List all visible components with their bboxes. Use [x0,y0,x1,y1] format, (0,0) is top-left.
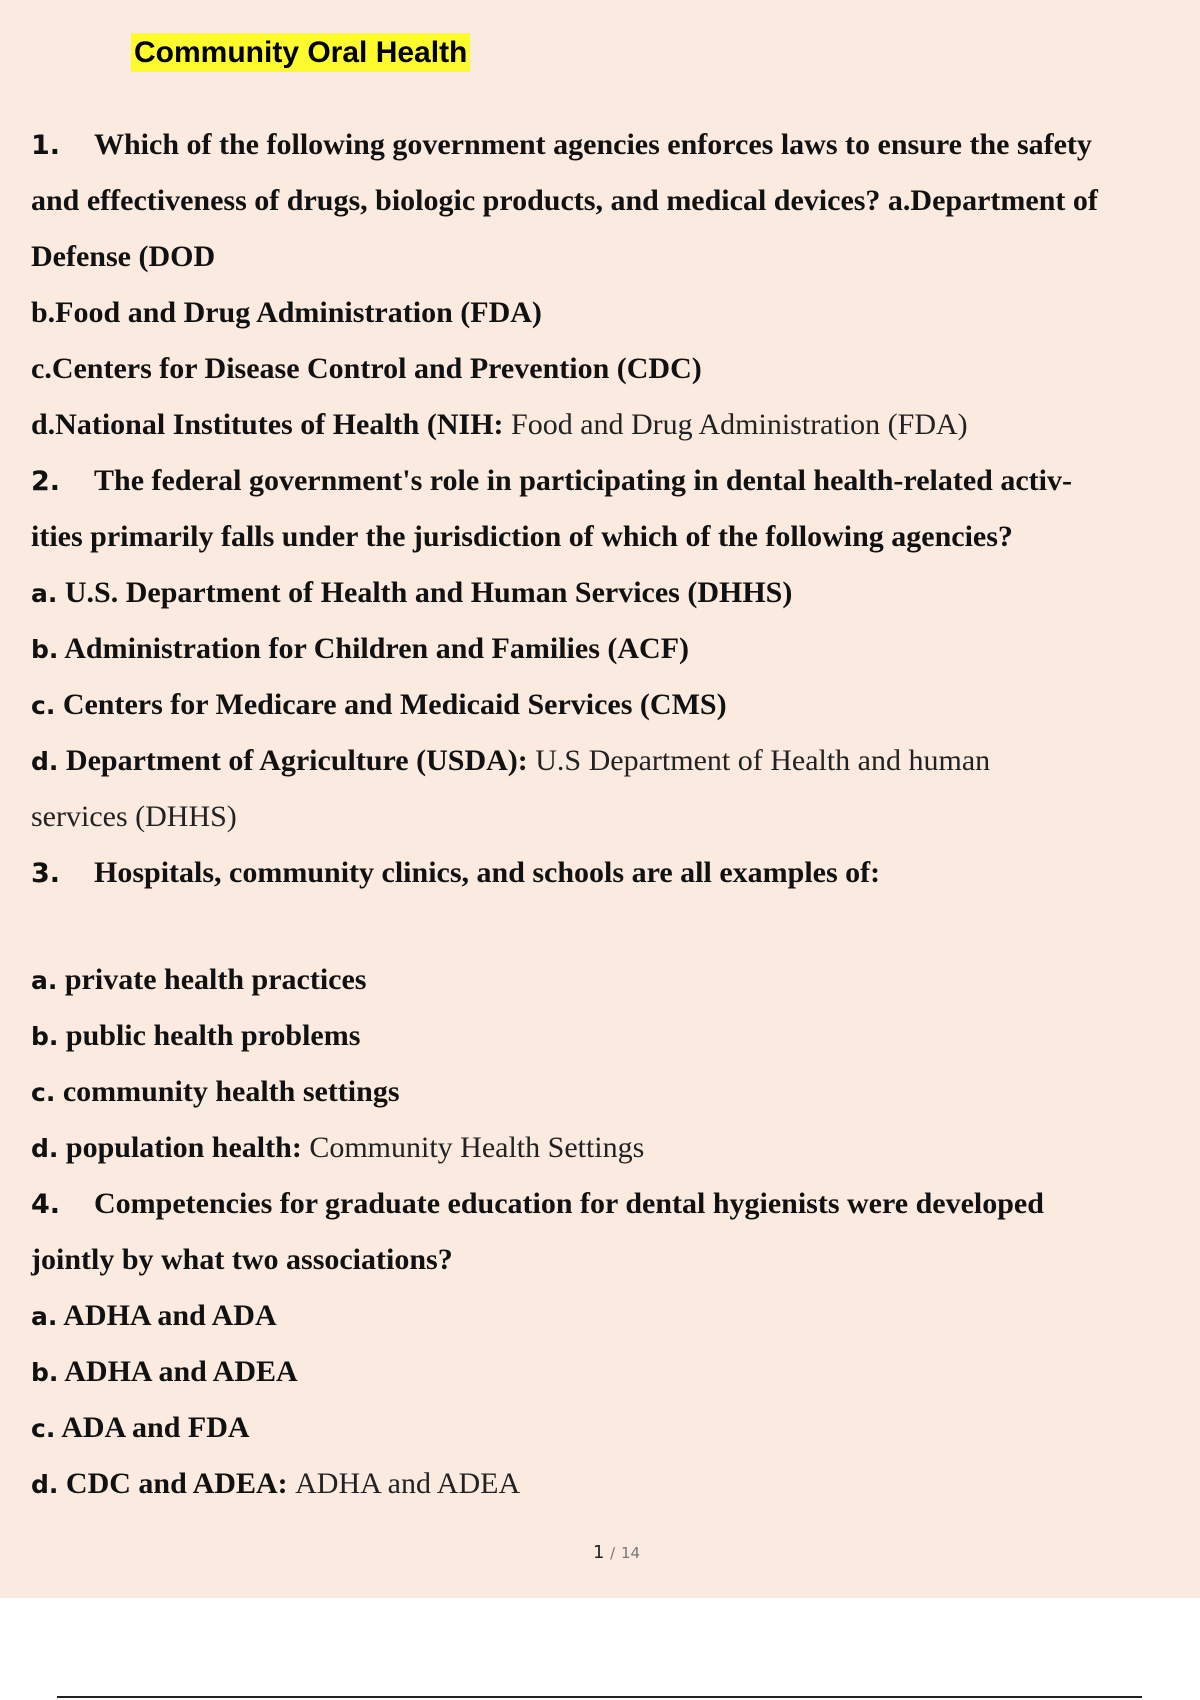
question-number: 2. [31,466,61,497]
option-text: Centers for Medicare and Medicaid Services (CMS) [62,688,727,721]
question-text: The federal government's role in participating in dental health-related activ- [94,464,1072,497]
option-letter: d. [31,1134,59,1163]
question-4-stem-line-2: jointly by what two associations? [31,1243,453,1276]
question-4-option-b [31,1344,1191,1400]
option-text: public health problems [65,1019,361,1052]
question-list [31,117,1191,1512]
next-page-divider [57,1696,1142,1698]
option-text: ADA and FDA [61,1411,250,1444]
question-3-option-a [31,952,1191,1008]
option-letter: a. [31,579,58,608]
question-4-stem-line-1 [31,1176,1191,1232]
answer-text: Community Health Settings [309,1131,645,1164]
blank-spacer [31,901,1191,952]
question-number: 3. [31,858,61,889]
question-3-option-d [31,1120,1191,1176]
question-text: Hospitals, community clinics, and schools are all examples of: [94,856,881,889]
option-text: d.National Institutes of Health (NIH: [31,408,504,441]
option-text: Department of Agriculture (USDA): [65,744,528,777]
question-number: 1. [31,130,61,161]
current-page: 1 [592,1542,605,1563]
option-text: Administration for Children and Families (ACF) [64,632,690,665]
option-text: private health practices [64,963,367,996]
question-3-option-b [31,1008,1191,1064]
answer-text: ADHA and ADEA [295,1467,521,1500]
option-text: community health settings [62,1075,400,1108]
question-4-option-a [31,1288,1191,1344]
question-2-answer-continued: services (DHHS) [31,800,237,833]
option-letter: b. [31,1358,59,1387]
option-text: population health: [65,1131,302,1164]
question-3-option-c [31,1064,1191,1120]
option-text: ADHA and ADA [63,1299,277,1332]
question-2-option-a [31,565,1191,621]
question-1-stem-line-1 [31,117,1191,173]
option-text: U.S. Department of Health and Human Services (DHHS) [64,576,793,609]
option-letter: d. [31,747,59,776]
option-text: CDC and ADEA: [65,1467,288,1500]
option-letter: d. [31,1470,59,1499]
question-number: 4. [31,1189,61,1220]
question-1-option-d [31,397,1191,453]
option-text: ADHA and ADEA [64,1355,298,1388]
option-letter: b. [31,635,59,664]
question-1-stem-line-3: Defense (DOD [31,240,216,273]
document-title: Community Oral Health [131,33,470,72]
option-letter: a. [31,966,58,995]
answer-text: U.S Department of Health and human [535,744,991,777]
option-letter: c. [31,1414,56,1443]
question-1-stem-line-2: and effectiveness of drugs, biologic products, and medical devices? a.Department of [31,184,1098,217]
question-2-option-d [31,733,1191,789]
question-2-stem-line-1 [31,453,1191,509]
page-separator: / [610,1544,616,1562]
option-letter: a. [31,1302,58,1331]
option-letter: c. [31,1078,56,1107]
question-1-option-c: c.Centers for Disease Control and Prevention (CDC) [31,352,702,385]
question-2-stem-line-2: ities primarily falls under the jurisdiction of which of the following agencies? [31,520,1013,553]
question-3-stem-line-1 [31,845,1191,901]
question-text: Competencies for graduate education for dental hygienists were developed [94,1187,1044,1220]
question-4-option-d [31,1456,1191,1512]
option-letter: b. [31,1022,59,1051]
question-2-option-b [31,621,1191,677]
answer-text: Food and Drug Administration (FDA) [511,408,968,441]
total-pages: 14 [620,1544,641,1562]
question-1-option-b: b.Food and Drug Administration (FDA) [31,296,542,329]
question-text: Which of the following government agencies enforces laws to ensure the safety [94,128,1092,161]
question-4-option-c [31,1400,1191,1456]
page-indicator [0,1542,1200,1563]
option-letter: c. [31,691,56,720]
question-2-option-c [31,677,1191,733]
